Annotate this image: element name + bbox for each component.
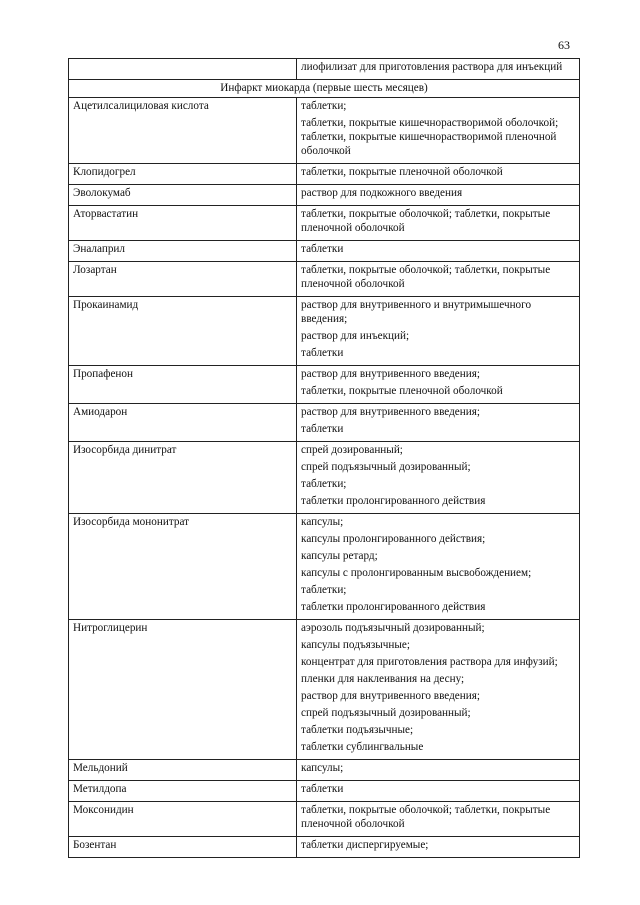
dosage-form: таблетки; [301,584,347,596]
dosage-form: таблетки подъязычные; [301,724,414,736]
dosage-form: капсулы ретард; [301,550,378,562]
dosage-form: капсулы; [301,762,344,774]
dosage-forms [297,164,580,185]
drug-name: Пропафенон [69,366,297,404]
dosage-forms [297,98,580,164]
table-row [69,781,580,802]
dosage-forms [297,781,580,802]
dosage-form: капсулы с пролонгированным высвобождением; [301,567,532,579]
dosage-forms [297,620,580,760]
table-row [69,366,580,404]
dosage-form: таблетки; [301,478,347,490]
drug-name: Изосорбида мононитрат [69,514,297,620]
table-row [69,59,580,80]
dosage-form: таблетки [301,347,344,359]
drug-table [68,58,580,858]
dosage-form: пленки для наклеивания на десну; [301,673,465,685]
table-row [69,802,580,837]
dosage-form: таблетки диспергируемые; [301,839,429,851]
dosage-form: таблетки; [301,100,347,112]
drug-name: Мельдоний [69,760,297,781]
table-row [69,185,580,206]
dosage-forms [297,404,580,442]
table-row [69,442,580,514]
dosage-form: капсулы; [301,516,344,528]
dosage-form: таблетки, покрытые оболочкой; таблетки, покрытые пленочной оболочкой [301,208,551,234]
drug-name: Бозентан [69,837,297,858]
dosage-form: таблетки, покрытые пленочной оболочкой [301,166,503,178]
dosage-form: спрей дозированный; [301,444,403,456]
dosage-form: таблетки пролонгированного действия [301,495,486,507]
dosage-forms [297,837,580,858]
table-row [69,241,580,262]
drug-name: Клопидогрел [69,164,297,185]
drug-name: Моксонидин [69,802,297,837]
section-row [69,80,580,98]
dosage-forms [297,760,580,781]
drug-name: Амиодарон [69,404,297,442]
drug-name: Изосорбида динитрат [69,442,297,514]
table-row [69,620,580,760]
drug-name: Прокаинамид [69,297,297,366]
dosage-form: таблетки сублингвальные [301,741,424,753]
table-row [69,206,580,241]
table-row [69,837,580,858]
section-title: Инфаркт миокарда (первые шесть месяцев) [69,80,580,98]
drug-name: Эволокумаб [69,185,297,206]
dosage-form: раствор для подкожного введения [301,187,463,199]
dosage-forms [297,514,580,620]
dosage-form: таблетки пролонгированного действия [301,601,486,613]
dosage-form: таблетки, покрытые пленочной оболочкой [301,385,503,397]
dosage-forms [297,59,580,80]
dosage-form: раствор для внутривенного введения; [301,690,480,702]
dosage-form: раствор для внутривенного введения; [301,368,480,380]
dosage-form: таблетки [301,423,344,435]
dosage-forms [297,241,580,262]
dosage-forms [297,802,580,837]
drug-name: Лозартан [69,262,297,297]
dosage-form: спрей подъязычный дозированный; [301,707,471,719]
dosage-form: таблетки [301,243,344,255]
dosage-form: раствор для инъекций; [301,330,410,342]
table-row [69,164,580,185]
dosage-forms [297,206,580,241]
dosage-forms [297,442,580,514]
dosage-form: лиофилизат для приготовления раствора для инъекций [301,61,563,73]
drug-name: Нитроглицерин [69,620,297,760]
page-number: 63 [558,38,570,52]
dosage-form: капсулы подъязычные; [301,639,410,651]
dosage-form: таблетки [301,783,344,795]
drug-name: Ацетилсалициловая кислота [69,98,297,164]
dosage-form: капсулы пролонгированного действия; [301,533,486,545]
dosage-form: таблетки, покрытые кишечнорастворимой оболочкой; таблетки, покрытые кишечнорастворимой пленочной оболочкой [301,117,559,157]
drug-name: Аторвастатин [69,206,297,241]
dosage-form: раствор для внутривенного и внутримышечного введения; [301,299,532,325]
dosage-form: концентрат для приготовления раствора для инфузий; [301,656,558,668]
dosage-forms [297,185,580,206]
dosage-forms [297,366,580,404]
table-row [69,262,580,297]
dosage-form: аэрозоль подъязычный дозированный; [301,622,485,634]
dosage-form: таблетки, покрытые оболочкой; таблетки, покрытые пленочной оболочкой [301,264,551,290]
dosage-form: раствор для внутривенного введения; [301,406,480,418]
table-row [69,514,580,620]
dosage-forms [297,297,580,366]
dosage-forms [297,262,580,297]
drug-name [69,59,297,80]
table-row [69,760,580,781]
drug-name: Метилдопа [69,781,297,802]
drug-name: Эналаприл [69,241,297,262]
dosage-form: спрей подъязычный дозированный; [301,461,471,473]
dosage-form: таблетки, покрытые оболочкой; таблетки, покрытые пленочной оболочкой [301,804,551,830]
table-row [69,297,580,366]
table-row [69,404,580,442]
table-row [69,98,580,164]
